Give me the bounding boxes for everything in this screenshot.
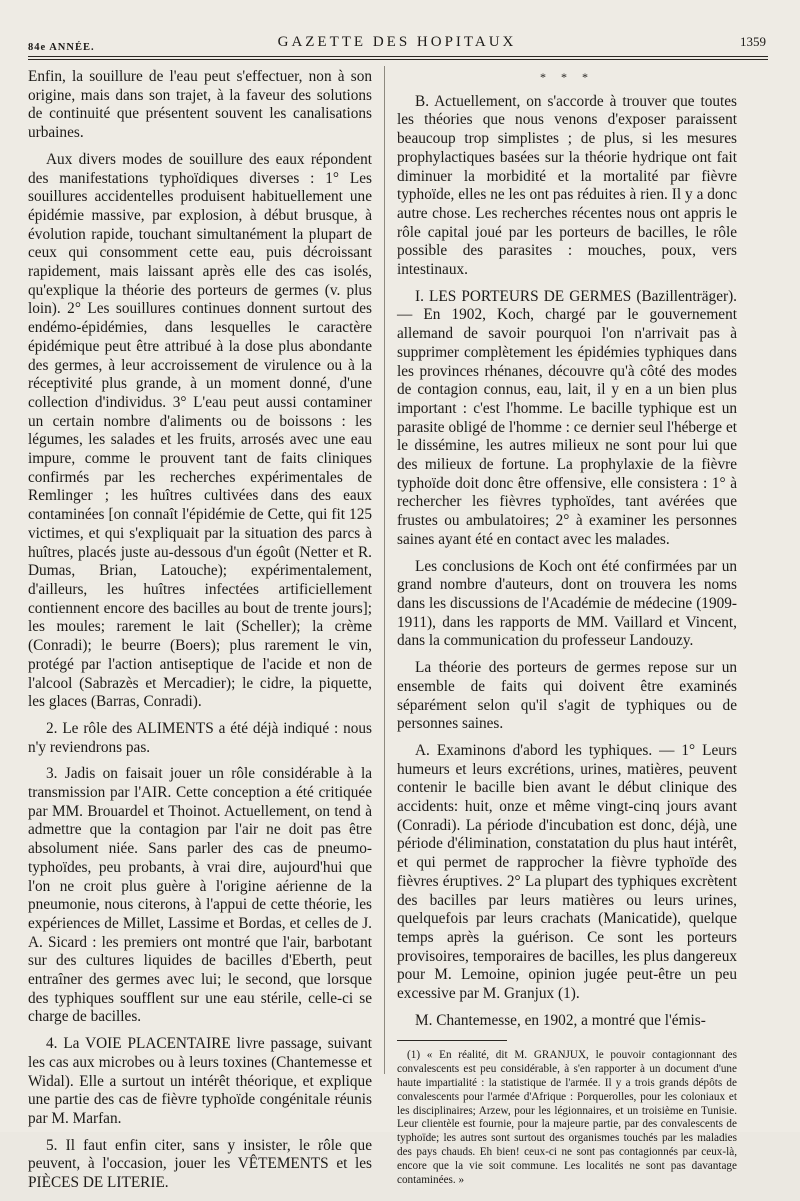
- paragraph: Enfin, la souillure de l'eau peut s'effectuer, non à son origine, mais dans son trajet, à la faveur des solutions de continuité que présentent souvent les canalisations urbaines.: [28, 68, 372, 142]
- paragraph: 3. Jadis on faisait jouer un rôle considérable à la transmission par l'AIR. Cette conception a été critiquée par MM. Brouardel et Thoinot. Actuellement, on tend à admettre que la contagion par l'air ne doit pas être absolument niée. Sans parler des cas de pneumo-typhoïdes, peu probants, à vrai dire, aujourd'hui que l'on ne croit plus guère à l'origine aérienne de la pneumonie, nous citerons, à l'appui de cette théorie, les expériences de Millet, Lassime et Bordas, et celles de J. A. Sicard : les premiers ont montré que l'air, barbotant sur des cultures liquides de bacilles d'Eberth, peut entraîner des germes avec lui; le second, que lorsque des typhiques soufflent sur une eau stérile, celle-ci se charge de bacilles.: [28, 765, 372, 1026]
- paragraph: 5. Il faut enfin citer, sans y insister, le rôle que peuvent, à l'occasion, jouer les VÊTEMENTS et les PIÈCES DE LITERIE.: [28, 1136, 372, 1192]
- header-rule: [28, 59, 768, 60]
- page-header: [28, 30, 766, 56]
- volume-year: 84e ANNÉE.: [28, 42, 95, 53]
- paragraph: Les conclusions de Koch ont été confirmées par un grand nombre d'auteurs, dont on trouvera les noms dans les discussions de l'Académie de médecine (1909-1911), dans les rapports de MM. Vaillard et Vincent, dans la communication du professeur Landouzy.: [397, 557, 737, 650]
- column-divider: [384, 66, 385, 1074]
- paragraph: Aux divers modes de souillure des eaux répondent des manifestations typhoïdiques diverses : 1° Les souillures accidentelles produisent habituellement une épidémie massive, par explosion, à début brusque, à évolution rapide, touchant simultanément la plupart de ceux qui consomment cette eau, puis décroissant rapidement, mais laissant après elle des cas isolés, qu'explique la théorie des porteurs de germes (v. plus loin). 2° Les souillures continues donnent surtout des endémo-épidémies, dans lesquelles le caractère épidémique peut être attribué à la dose plus abondante des germes, à leur accroissement de virulence ou à la réceptivité plus grande, à un moment donné, d'une collection d'individus. 3° L'eau peut aussi contaminer un certain nombre d'aliments ou de boissons : les légumes, les salades et les fruits, arrosés avec une eau impure, comme le prouvent tant de faits cliniques confirmés par les recherches expérimentales de Remlinger ; les huîtres cultivées dans des eaux contaminées [on connaît l'épidémie de Cette, qui fit 125 victimes, et qui s'expliquait par la situation des parcs à huîtres, placés juste au-dessous d'un égoût (Netter et R. Dumas, Brian, Latouche); expérimentalement, d'ailleurs, les huîtres infectées artificiellement contiennent encore des bacilles au bout de trente jours]; les moules; rarement le lait (Scheller); la crème (Conradi); le beurre (Boers); plus rarement le vin, protégé par l'action antiseptique de l'acide et non de l'alcool (Sabrazès et Mercadier); le cidre, la piquette, les glaces (Barras, Conradi).: [28, 150, 372, 711]
- publication-title: GAZETTE DES HOPITAUX: [277, 34, 517, 50]
- page-number: 1359: [740, 34, 766, 49]
- left-column: [28, 68, 372, 1201]
- paragraph: I. LES PORTEURS DE GERMES (Bazillenträger). — En 1902, Koch, chargé par le gouvernement allemand de savoir pourquoi l'on n'arrivait pas à supprimer complètement les épidémies typhiques dans les provinces rhénanes, découvre qu'à côté des modes de contagion connus, eau, lait, il y en a un bien plus important : c'est l'homme. Le bacille typhique est un parasite obligé de l'homme : ce dernier seul l'héberge et le dissémine, les autres milieux ne sont pour lui que des milieux de fortune. La prophylaxie de la fièvre typhoïde doit donc être offensive, elle consistera : 1° à rechercher les fièvres typhoïdes, tant avérées que frustes ou ambulatoires; 2° à examiner les personnes saines ayant été en contact avec les malades.: [397, 287, 737, 548]
- paragraph: La théorie des porteurs de germes repose sur un ensemble de faits qui doivent être examinés séparément selon qu'il s'agit de typhiques ou de personnes saines.: [397, 659, 737, 733]
- paragraph: A. Examinons d'abord les typhiques. — 1° Leurs humeurs et leurs excrétions, urines, matières, peuvent contenir le bacille bien avant le début clinique des accidents: huit, onze et même vingt-cinq jours avant (Conradi). La période d'incubation est donc, déjà, une période d'élimination, constatation du plus haut intérêt, et qui permet de rapprocher la fièvre typhoïde des fièvres éruptives. 2° La plupart des typhiques excrètent des bacilles par leurs matières ou leurs urines, quelquefois par leurs crachats (Manicatide), quelque temps après la guérison. Ce sont les porteurs provisoires, temporaires de bacilles, les plus dangereux pour M. Lemoine, opinion jugée peut-être un peu excessive par M. Granjux (1).: [397, 741, 737, 1003]
- section-separator: * * *: [540, 70, 594, 84]
- right-column: [397, 68, 737, 1187]
- paragraph: 2. Le rôle des ALIMENTS a été déjà indiqué : nous n'y reviendrons pas.: [28, 719, 372, 756]
- paragraph: 4. La VOIE PLACENTAIRE livre passage, suivant les cas aux microbes ou à leurs toxines (Chantemesse et Widal). Elle a surtout un intérêt théorique, et explique une partie des cas de fièvre typhoïde congénitale réunis par M. Marfan.: [28, 1035, 372, 1127]
- footnote-rule: [397, 1040, 507, 1041]
- paragraph: M. Chantemesse, en 1902, a montré que l'émis-: [415, 1011, 706, 1029]
- footnote-text: (1) « En réalité, dit M. GRANJUX, le pouvoir contagionnant des convalescents est peu considérable, à s'en rapporter à un document d'une haute impartialité : la statistique de l'armée. Il y a trois grands dépôts de convalescents pour l'armée d'Afrique : Porquerolles, pour les coloniaux et les disciplinaires; Arzew, pour les légionnaires, et un troisième en Tunisie. Leur clientèle est fournie, pour la majeure partie, par des convalescents de typhoïde; les autres sont surtout des organismes touchés par les maladies des pays chauds. Eh bien! ceux-ci ne sont pas contagionnés par ceux-là, encore que la vie soit commune. Les localités ne sont pas davantage contaminées. »: [397, 1049, 737, 1186]
- header-rule: [28, 56, 768, 57]
- footnote: [397, 1049, 737, 1187]
- paragraph: B. Actuellement, on s'accorde à trouver que toutes les théories que nous venons d'exposer paraissent beaucoup trop simplistes ; de plus, si les mesures prophylactiques basées sur la théorie hydrique ont fait diminuer la morbidité et la mortalité par fièvre typhoïde, elles ne les ont pas réduites à rien. Il y a donc autre chose. Les recherches récentes nous ont appris le rôle capital joué par les porteurs de bacilles, le rôle possible des parasites : mouches, poux, vers intestinaux.: [397, 92, 737, 279]
